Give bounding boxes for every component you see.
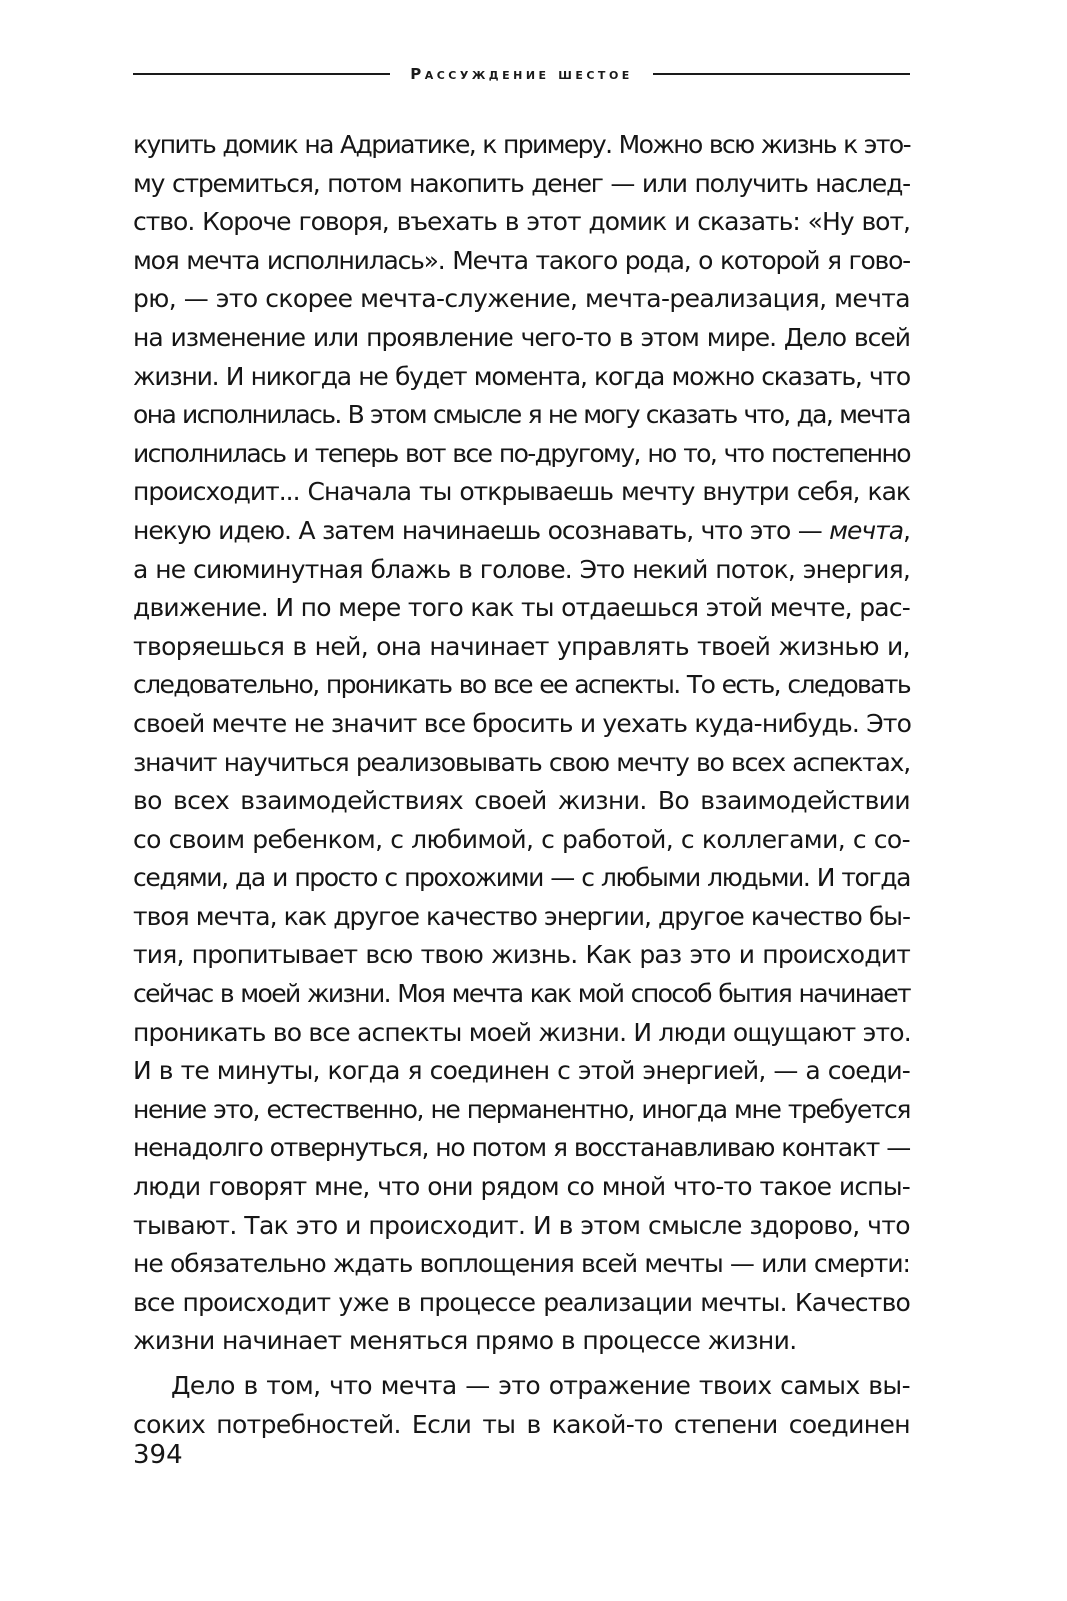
text-line-paragraph-start: Дело в том, что мечта — это отражение твоих самых вы-: [171, 1371, 910, 1400]
running-head-title: Рассуждение шестое: [410, 65, 633, 83]
text-line: тия, пропитывает всю твою жизнь. Как раз это и происходит: [133, 940, 910, 970]
page-number: 394: [133, 1440, 183, 1470]
text-line: творяешься в ней, она начинает управлять твоей жизнью и,: [133, 631, 910, 661]
text-line: во всех взаимодействиях своей жизни. Во взаимодействии: [133, 786, 910, 816]
text-line: ненадолго отвернуться, но потом я восстанавливаю контакт —: [133, 1133, 910, 1163]
text-run: некую идею. А затем начинаешь осознавать, что это —: [133, 515, 830, 545]
text-line: со своим ребенком, с любимой, с работой, с коллегами, с со-: [133, 824, 910, 854]
text-line: происходит... Сначала ты открываешь мечту внутри себя, как: [133, 477, 910, 507]
text-line: своей мечте не значит все бросить и уехать куда-нибудь. Это: [133, 708, 912, 738]
head-rule-left: [133, 73, 390, 75]
text-line: соких потребностей. Если ты в какой-то степени соединен: [133, 1409, 910, 1439]
running-head: [133, 62, 910, 86]
italic-word: мечта: [829, 515, 904, 545]
text-line: следовательно, проникать во все ее аспекты. То есть, следовать: [133, 670, 910, 700]
text-line: проникать во все аспекты моей жизни. И люди ощущают это.: [133, 1017, 911, 1047]
text-run: ,: [903, 515, 910, 545]
text-line: тывают. Так это и происходит. И в этом смысле здорово, что: [133, 1210, 910, 1240]
text-line: жизни. И никогда не будет момента, когда можно сказать, что: [133, 361, 910, 391]
text-line: на изменение или проявление чего-то в этом мире. Дело всей: [133, 322, 910, 352]
text-line: рю, — это скорее мечта-служение, мечта-реализация, мечта: [133, 284, 910, 314]
text-line-with-italic: [133, 512, 910, 551]
body-text: [133, 126, 910, 1444]
text-line: седями, да и просто с прохожими — с любыми людьми. И тогда: [133, 863, 910, 893]
text-line-paragraph-end: жизни начинает меняться прямо в процессе жизни.: [133, 1326, 797, 1356]
text-line: люди говорят мне, что они рядом со мной что-то такое испы-: [133, 1172, 910, 1202]
text-line: моя мечта исполнилась». Мечта такого рода, о которой я гово-: [133, 245, 910, 275]
text-line: значит научиться реализовывать свою мечту во всех аспектах,: [133, 747, 910, 777]
text-line: му стремиться, потом накопить денег — или получить наслед-: [133, 168, 910, 198]
text-line: исполнилась и теперь вот все по-другому, но то, что постепенно: [133, 438, 910, 468]
text-line: ство. Короче говоря, въехать в этот домик и сказать: «Ну вот,: [133, 207, 910, 237]
head-rule-right: [653, 73, 910, 75]
text-line: движение. И по мере того как ты отдаешься этой мечте, рас-: [133, 593, 910, 623]
text-line: все происходит уже в процессе реализации мечты. Качество: [133, 1287, 910, 1317]
text-line: а не сиюминутная блажь в голове. Это некий поток, энергия,: [133, 554, 910, 584]
text-line: сейчас в моей жизни. Моя мечта как мой способ бытия начинает: [133, 979, 910, 1009]
text-line: она исполнилась. В этом смысле я не могу сказать что, да, мечта: [133, 400, 910, 430]
text-line: купить домик на Адриатике, к примеру. Можно всю жизнь к это-: [133, 130, 910, 159]
text-line: И в те минуты, когда я соединен с этой энергией, — а соеди-: [133, 1056, 910, 1086]
text-line: твоя мечта, как другое качество энергии, другое качество бы-: [133, 901, 910, 931]
text-line: нение это, естественно, не перманентно, иногда мне требуется: [133, 1094, 910, 1124]
text-line: не обязательно ждать воплощения всей мечты — или смерти:: [133, 1249, 910, 1279]
